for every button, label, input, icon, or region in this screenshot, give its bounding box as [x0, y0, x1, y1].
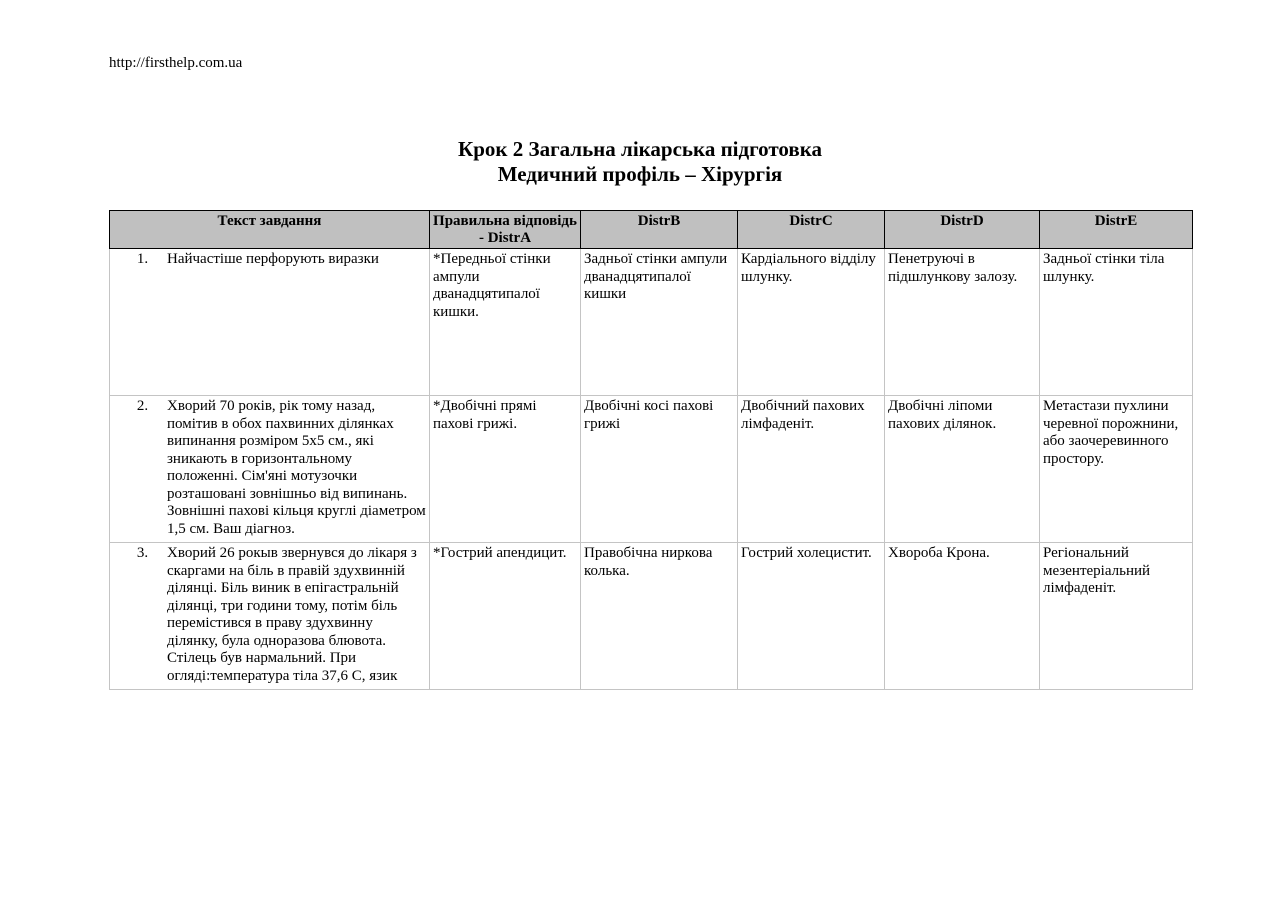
- answer-a-cell: *Гострий апендицит.: [430, 543, 581, 690]
- table-row: [110, 543, 1193, 690]
- header-correct-answer: Правильна відповідь - DistrA: [430, 211, 581, 249]
- question-number: 2.: [136, 398, 149, 414]
- answer-b-cell: Двобічні косі пахові грижі: [581, 396, 738, 543]
- answer-c-cell: Двобічний пахових лімфаденіт.: [738, 396, 885, 543]
- answer-e-cell: Задньої стінки тіла шлунку.: [1040, 249, 1193, 396]
- header-distr-e: DistrE: [1040, 211, 1193, 249]
- answer-d-cell: Двобічні ліпоми пахових ділянок.: [885, 396, 1040, 543]
- question-text: Хворий 70 років, рік тому назад, помітив в обох пахвинних ділянках випинання розміром 5х5 см., які зникають в горизонтальному положенні. Сім'яні мотузочки розташовані зовнішньо від випинань. Зовнішні пахові кільця круглі діаметром 1,5 см. Ваш діагноз.: [167, 398, 426, 537]
- page-title: [0, 137, 1280, 187]
- header-task: Текст завдання: [110, 211, 430, 249]
- question-cell: [110, 543, 430, 690]
- header-distr-c: DistrC: [738, 211, 885, 249]
- questions-table: [109, 210, 1193, 690]
- table-header-row: [110, 211, 1193, 249]
- answer-a-cell: *Передньої стінки ампули дванадцятипалої кишки.: [430, 249, 581, 396]
- answer-d-cell: Хвороба Крона.: [885, 543, 1040, 690]
- answer-d-cell: Пенетруючі в підшлункову залозу.: [885, 249, 1040, 396]
- question-text: Хворий 26 рокыв звернувся до лікаря з скаргами на біль в правій здухвинній ділянці. Біль виник в епігастральній ділянці, три години тому, потім біль перемістився в праву здухвинну ділянку, була одноразова блювота. Стілець був нармальний. При огляді:температура тіла 37,6 С, язик: [167, 545, 417, 684]
- question-number: 3.: [136, 545, 149, 561]
- question-cell: [110, 249, 430, 396]
- table-row: [110, 396, 1193, 543]
- answer-e-cell: Метастази пухлини черевної порожнини, або заочеревинного простору.: [1040, 396, 1193, 543]
- header-distr-b: DistrB: [581, 211, 738, 249]
- answer-b-cell: Задньої стінки ампули дванадцятипалої кишки: [581, 249, 738, 396]
- title-line-2: Медичний профіль – Хірургія: [497, 162, 783, 186]
- answer-c-cell: Кардіального відділу шлунку.: [738, 249, 885, 396]
- answer-a-cell: *Двобічні прямі пахові грижі.: [430, 396, 581, 543]
- header-distr-d: DistrD: [885, 211, 1040, 249]
- answer-c-cell: Гострий холецистит.: [738, 543, 885, 690]
- title-line-1: Крок 2 Загальна лікарська підготовка: [457, 137, 822, 161]
- table-row: [110, 249, 1193, 396]
- question-cell: [110, 396, 430, 543]
- question-text: Найчастіше перфорують виразки: [167, 251, 379, 267]
- question-number: 1.: [136, 251, 149, 267]
- answer-e-cell: Регіональний мезентеріальний лімфаденіт.: [1040, 543, 1193, 690]
- source-url: http://firsthelp.com.ua: [109, 55, 243, 71]
- answer-b-cell: Правобічна ниркова колька.: [581, 543, 738, 690]
